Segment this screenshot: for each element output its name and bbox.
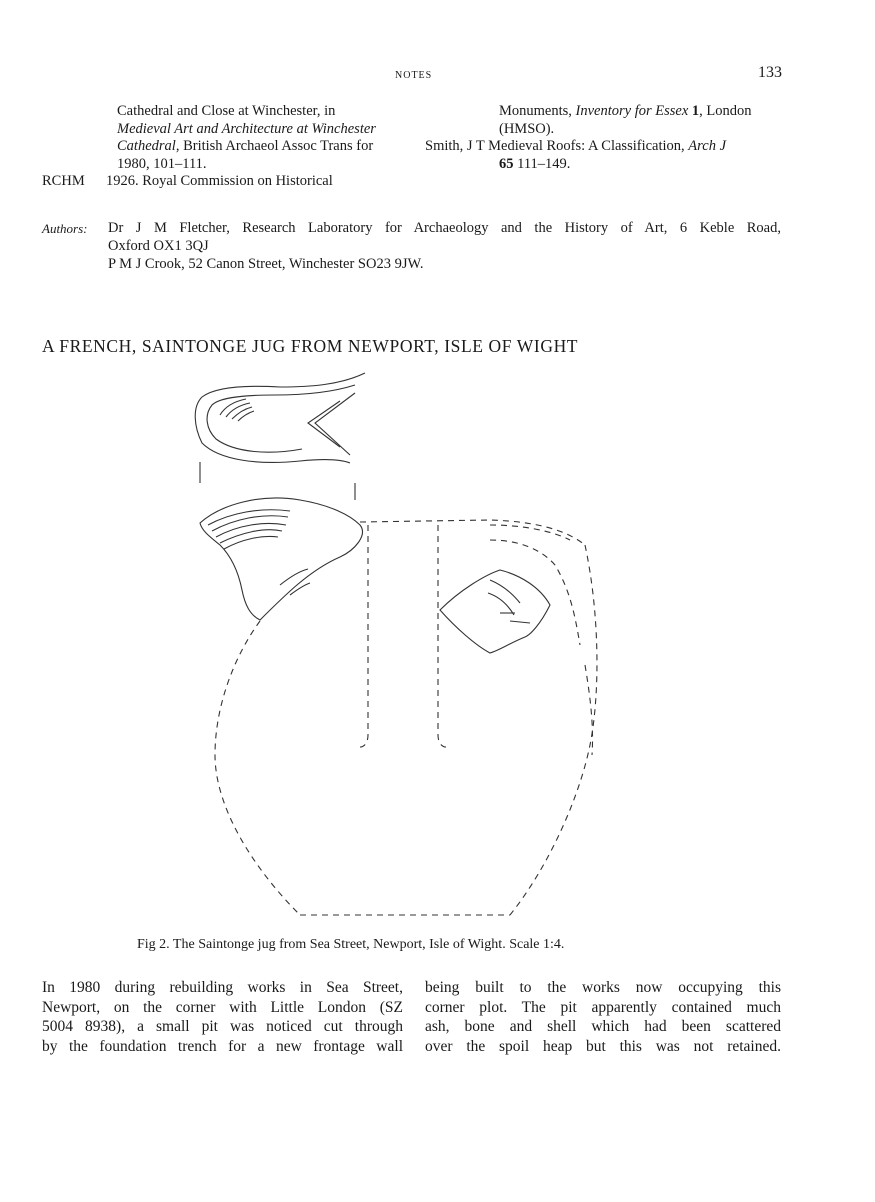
sherd-fragment-line-1 bbox=[490, 580, 520, 603]
sherd-fragment-line-2 bbox=[488, 593, 514, 615]
ref-right-line-1-part-4: 1 bbox=[691, 103, 700, 119]
saintonge-jug-drawing bbox=[190, 365, 620, 925]
jug-body-right bbox=[510, 545, 597, 915]
section-heading: A FRENCH, SAINTONGE JUG FROM NEWPORT, ISLE OF WIGHT bbox=[42, 336, 579, 356]
sherd-fragment-line-4 bbox=[510, 621, 530, 623]
ref-right-line-3-part-1: Smith, J T Medieval Roofs: A Classification, bbox=[425, 138, 689, 154]
ref-right-line-4-part-1: 65 bbox=[499, 155, 514, 172]
ref-right-line-1-part-2: Inventory for Essex bbox=[575, 103, 689, 119]
spout-notch bbox=[315, 393, 355, 455]
ref-right-line-3 bbox=[425, 138, 781, 156]
references-left-column bbox=[117, 103, 376, 173]
references-right-column bbox=[425, 103, 781, 173]
ref-left-line-1-part-1: Cathedral and Close at Winchester, in bbox=[117, 103, 336, 119]
ref-left-line-4 bbox=[117, 156, 376, 174]
author-line-2: Oxford OX1 3QJ bbox=[108, 238, 209, 254]
body-left-line-1: In 1980 during rebuilding works in Sea Street, bbox=[42, 979, 403, 996]
body-right-line-1: being built to the works now occupying this bbox=[425, 979, 781, 996]
jug-neck-rim bbox=[360, 520, 585, 545]
body-left-line-2: Newport, on the corner with Little London (SZ bbox=[42, 998, 403, 1016]
running-header-section: NOTES bbox=[395, 70, 433, 81]
body-right-line-2: corner plot. The pit apparently contained much bbox=[425, 998, 781, 1016]
ref-left-line-2 bbox=[117, 121, 376, 139]
authors-label: Authors: bbox=[42, 221, 88, 236]
body-left-line-3: 5004 8938), a small pit was noticed cut through bbox=[42, 1018, 403, 1035]
body-text-right-column bbox=[425, 978, 781, 1056]
figure-caption: Fig 2. The Saintonge jug from Sea Street, Newport, Isle of Wight. Scale 1:4. bbox=[137, 937, 565, 952]
body-right-line-3: ash, bone and shell which had been scattered bbox=[425, 1018, 781, 1035]
body-left-line-4: by the foundation trench for a new frontage wall bbox=[42, 1037, 403, 1055]
ref-left-line-3-part-1: Cathedral bbox=[117, 138, 176, 154]
ref-left-line-2-part-1: Medieval Art and Architecture at Winchester bbox=[117, 120, 376, 137]
ref-right-line-1 bbox=[425, 103, 781, 121]
spout-fragment-rib-5 bbox=[224, 537, 278, 550]
ref-left-line-3-part-2: , British Archaeol Assoc Trans for bbox=[175, 138, 374, 154]
ref-right-line-4-part-2: 111–149. bbox=[513, 155, 571, 172]
ref-right-line-2 bbox=[425, 121, 781, 139]
jug-neck-left bbox=[360, 525, 368, 747]
body-right-line-4: over the spoil heap but this was not retained. bbox=[425, 1037, 781, 1055]
body-text-left-column bbox=[42, 978, 403, 1056]
ref-right-line-4 bbox=[425, 156, 781, 174]
jug-body-left bbox=[215, 621, 300, 915]
author-line-1: Dr J M Fletcher, Research Laboratory for Archaeology and the History of Art, 6 Keble Road, bbox=[108, 220, 781, 236]
ref-right-line-1-part-5: , London bbox=[699, 103, 752, 119]
reference-rchm-text: 1926. Royal Commission on Historical bbox=[106, 173, 333, 189]
ref-left-line-4-part-1: 1980, 101–111. bbox=[117, 155, 207, 172]
handle-outer bbox=[490, 525, 570, 540]
page-number: 133 bbox=[758, 64, 782, 81]
jug-neck-right bbox=[438, 525, 446, 747]
reference-rchm-label: RCHM bbox=[42, 173, 85, 189]
spout-fragment-rib-6 bbox=[280, 569, 308, 585]
spout-profile-outer bbox=[195, 373, 365, 463]
spout-profile-inner-2 bbox=[220, 399, 246, 415]
ref-right-line-1-part-1: Monuments, bbox=[499, 103, 576, 119]
author-line-3: P M J Crook, 52 Canon Street, Winchester SO23 9JW. bbox=[108, 256, 424, 272]
ref-left-line-3 bbox=[117, 138, 376, 156]
ref-left-line-1 bbox=[117, 103, 376, 121]
handle-lower bbox=[585, 665, 593, 755]
ref-right-line-3-part-2: Arch J bbox=[688, 138, 727, 154]
ref-right-line-2-part-1: (HMSO). bbox=[499, 120, 555, 137]
